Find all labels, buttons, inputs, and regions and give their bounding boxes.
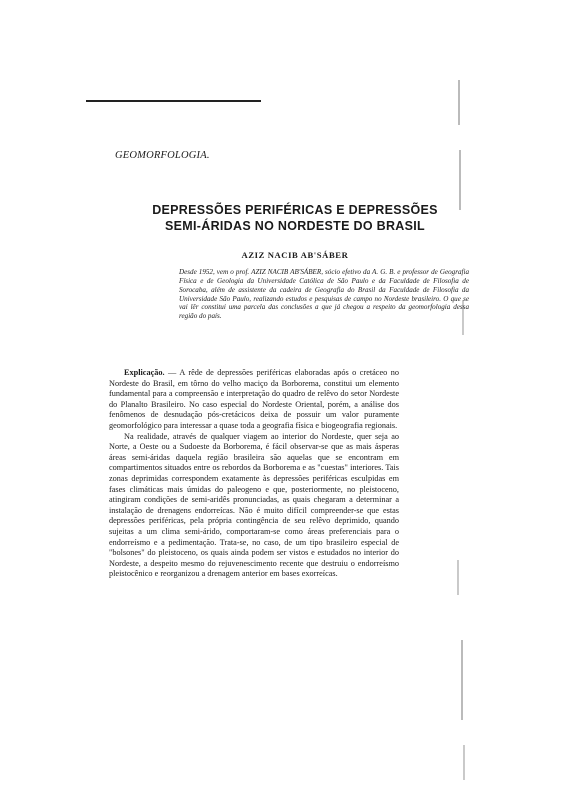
article-body — [109, 368, 399, 580]
article-title — [100, 203, 490, 234]
author-name: AZIZ NACIB AB'SÁBER — [241, 250, 349, 260]
paragraph-1 — [109, 368, 399, 432]
title-line-1: DEPRESSÕES PERIFÉRICAS E DEPRESSÕES — [152, 203, 438, 217]
section-label: GEOMORFOLOGIA. — [115, 150, 210, 161]
intro-note: Desde 1952, vem o prof. AZIZ NACIB AB'SÁBER, sócio efetivo da A. G. B. e professor de Geografia Física e de Geologia da Universidade Católica de São Paulo e da Faculdade de Filosofia de Sorocaba, além de assistente da cadeira de Geografia do Brasil da Faculdade de Filosofia da Universidade São Paulo, realizando estudos e pesquisas de campo no Nordeste brasileiro. O que se vai lêr constitui uma parcela das conclusões a que já chegou a respeito da geomorfologia dessa região do país. — [179, 268, 469, 321]
paragraph-2: Na realidade, através de qualquer viagem ao interior do Nordeste, quer seja ao Norte, a Oeste ou a Sudoeste da Borborema, é fácil observar-se que as mais ásperas áreas semi-áridas daquela região brasileira são aquelas que se encontram em compartimentos situados entre os rebordos da Borborema e as "cuestas" interiores. Tais zonas deprimidas correspondem exatamente às depressões periféricas esculpidas em fases climáticas mais úmidas do paleogeno e que, posteriormente, no pleistoceno, atingiram condições de semi-aridês pronunciadas, as quais chegaram a determinar a instalação de drenagens endorreícas. Não é muito difícil compreender-se que estas depressões periféricas, pela própria contingência de seu relêvo deprimido, quando sujeitas a um clima semi-árido, comportaram-se como áreas preferenciais para o endorreísmo e a pedimentação. Trata-se, no caso, de um tipo brasileiro especial de "bolsones" do pleistoceno, os quais ainda podem ser vistos e estudados no interior do Nordeste, a despeito mesmo do rejuvenescimento recente que destruiu o endorreísmo pleistocênico e reorganizou a drenagem anterior em bases exorreícas. — [109, 431, 399, 579]
title-line-2: SEMI-ÁRIDAS NO NORDESTE DO BRASIL — [165, 218, 425, 233]
paragraph-lead: Explicação. — [124, 368, 165, 377]
top-rule-line — [86, 100, 261, 102]
paragraph-text: — A rêde de depressões periféricas elaboradas após o cretáceo no Nordeste do Brasil, em tôrno do velho maciço da Borborema, constitui um elemento fundamental para a compreensão e interpretação do quadro de relêvo do setor Nordeste do Planalto Brasileiro. No caso especial do Nordeste Oriental, porém, a análise dos fenômenos de desnudação pós-cretácicos deixa de possuir um valor puramente geomorfológico para interessar a quase toda a geografia física e biogeografia regionais. — [109, 368, 399, 430]
